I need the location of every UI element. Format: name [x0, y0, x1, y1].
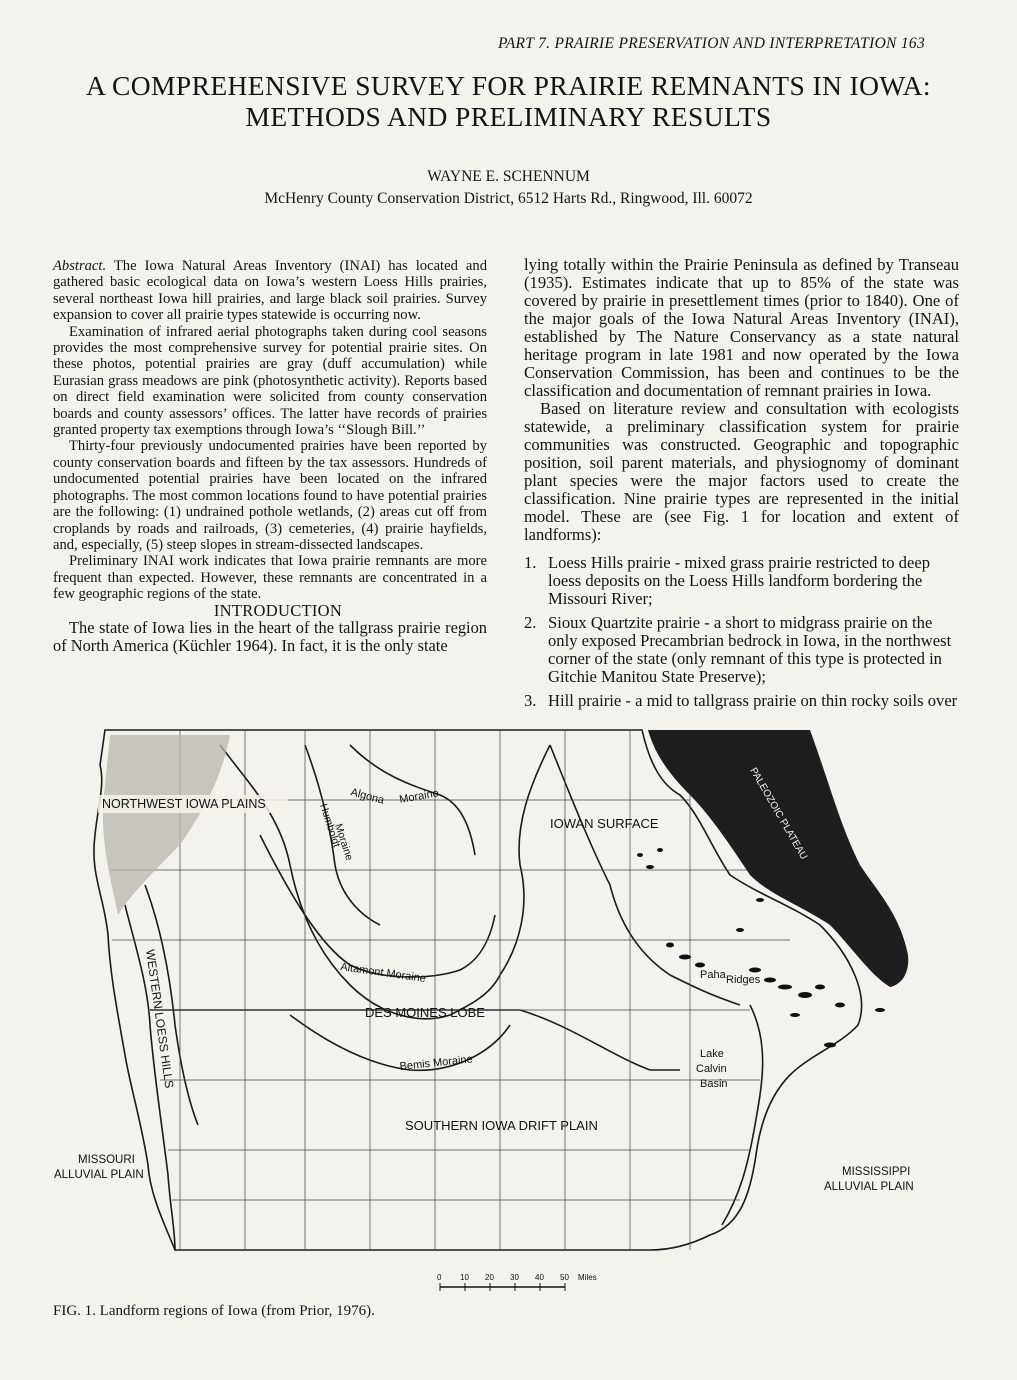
- label-paleozoic-plateau: PALEOZOIC PLATEAU: [747, 766, 809, 862]
- article-title: [40, 70, 977, 132]
- scale-unit: Miles: [578, 1273, 597, 1282]
- county-grid: [105, 800, 790, 1200]
- label-missouri-plain-2: ALLUVIAL PLAIN: [54, 1169, 144, 1181]
- mississippi-plain-boundary: [722, 1005, 763, 1225]
- label-des-moines-lobe: DES MOINES LOBE: [365, 1005, 485, 1020]
- abstract-label: Abstract.: [53, 258, 107, 274]
- body-paragraph-2: Based on literature review and consultation with ecologists statewide, a preliminary classification system for prairie communities was constructed. Geographic and topographic position, soil parent materials, and physiognomy of dominant plant species were the major factors used to create the classification. Nine prairie types are represented in the initial model. These are (see Fig. 1 for location and extent of landforms):: [524, 399, 959, 544]
- label-humboldt-moraine: Moraine: [332, 822, 356, 863]
- label-western-loess-hills: WESTERN LOESS HILLS: [143, 948, 177, 1090]
- label-ridges: Ridges: [726, 974, 761, 986]
- label-humboldt: Humboldt: [317, 802, 343, 849]
- left-column: [53, 258, 487, 655]
- title-line-2: METHODS AND PRELIMINARY RESULTS: [245, 101, 772, 132]
- scale-tick: 50: [560, 1273, 569, 1282]
- label-lake-calvin-2: Calvin: [696, 1063, 727, 1075]
- scale-tick: 30: [510, 1273, 519, 1282]
- scale-tick: 40: [535, 1273, 544, 1282]
- abstract-paragraph-4: Preliminary INAI work indicates that Iowa prairie remnants are more frequent than expected. However, these remnants are concentrated in a few geographic regions of the state.: [53, 553, 487, 603]
- scale-tick: 20: [485, 1273, 494, 1282]
- figure-caption: FIG. 1. Landform regions of Iowa (from Prior, 1976).: [53, 1303, 375, 1319]
- body-paragraph-1: lying totally within the Prairie Peninsula as defined by Transeau (1935). Estimates indicate that up to 85% of the state was covered by prairie in presettlement times (prior to 1840). One of the major goals of the Iowa Natural Areas Inventory (INAI), established by The Nature Conservancy as a state natural heritage program in late 1981 and now operated by the Iowa Conservation Commission, has been and continues to be the classification and documentation of remnant prairies in Iowa.: [524, 255, 959, 400]
- scale-tick: 0: [437, 1273, 442, 1282]
- northwest-plains-shading: [103, 735, 230, 915]
- running-head: PART 7. PRAIRIE PRESERVATION AND INTERPRETATION 163: [498, 35, 926, 52]
- introduction-paragraph: The state of Iowa lies in the heart of the tallgrass prairie region of North America (Küchler 1964). In fact, it is the only state: [53, 617, 487, 655]
- iowa-landform-map: [50, 725, 970, 1305]
- list-item: 1. Loess Hills prairie - mixed grass prairie restricted to deep loess deposits on the Loess Hills landform bordering the Missouri River;: [524, 553, 930, 608]
- label-algona-moraine: Moraine: [398, 787, 440, 806]
- list-item: 2. Sioux Quartzite prairie - a short to midgrass prairie on the only exposed Precambrian bedrock in Iowa, in the northwest corner of the state (only remnant of this type is protected in Gitchie Manitou State Preserve);: [524, 613, 952, 686]
- label-mississippi-plain-2: ALLUVIAL PLAIN: [824, 1181, 914, 1193]
- author-affiliation: McHenry County Conservation District, 6512 Harts Rd., Ringwood, Ill. 60072: [264, 190, 753, 207]
- abstract-paragraph-1: [53, 258, 487, 324]
- label-southern-drift-plain: SOUTHERN IOWA DRIFT PLAIN: [405, 1118, 598, 1133]
- label-bemis-moraine: Bemis Moraine: [399, 1053, 474, 1073]
- abstract-p1-text: The Iowa Natural Areas Inventory (INAI) has located and gathered basic ecological data on Iowa’s western Loess Hills prairies, several northeast Iowa hill prairies, and large black soil prairies. Survey expansion to cover all prairie types statewide is occurring now.: [53, 258, 487, 324]
- prairie-types-list: [524, 554, 959, 710]
- label-northwest-plains: NORTHWEST IOWA PLAINS: [102, 797, 266, 811]
- list-item: 3. Hill prairie - a mid to tallgrass prairie on thin rocky soils over: [524, 691, 958, 710]
- label-algona: Algona: [349, 786, 386, 807]
- label-lake-calvin-1: Lake: [700, 1048, 724, 1060]
- author-name: WAYNE E. SCHENNUM: [427, 168, 590, 185]
- label-altamont-moraine: Altamont Moraine: [339, 961, 427, 985]
- abstract-paragraph-3: Thirty-four previously undocumented prairies have been reported by county conservation boards and fifteen by the tax assessors. Hundreds of undocumented potential prairies have been located on the infrared photographs. The most common locations found to have potential prairies are the following: (1) undrained pothole wetlands, (2) areas cut off from croplands by roads and railroads, (3) cemeteries, (4) prairie hayfields, and, especially, (5) steep slopes in stream-dissected landscapes.: [53, 438, 487, 553]
- title-line-1: A COMPREHENSIVE SURVEY FOR PRAIRIE REMNANTS IN IOWA:: [86, 70, 931, 101]
- label-missouri-plain-1: MISSOURI: [78, 1154, 135, 1166]
- altamont-moraine: [260, 835, 495, 977]
- right-column: [524, 256, 959, 716]
- scale-tick: 10: [460, 1273, 469, 1282]
- introduction-heading: INTRODUCTION: [213, 600, 343, 620]
- paleozoic-plateau: [648, 730, 908, 987]
- label-lake-calvin-3: Basin: [700, 1078, 728, 1090]
- label-paha: Paha: [700, 969, 726, 981]
- label-iowan-surface: IOWAN SURFACE: [550, 816, 659, 831]
- label-mississippi-plain-1: MISSISSIPPI: [842, 1166, 911, 1178]
- scale-bar: [437, 1273, 597, 1291]
- abstract-paragraph-2: Examination of infrared aerial photographs taken during cool seasons provides the most comprehensive survey for potential prairie sites. On these photos, potential prairies are gray (duff accumulation) while Eurasian grass meadows are pink (photosynthetic activity). Reports based on direct field examination were solicited from county conservation boards and county assessors’ offices. The latter have records of prairies granted property tax exemptions through Iowa’s ‘‘Slough Bill.’’: [53, 323, 487, 439]
